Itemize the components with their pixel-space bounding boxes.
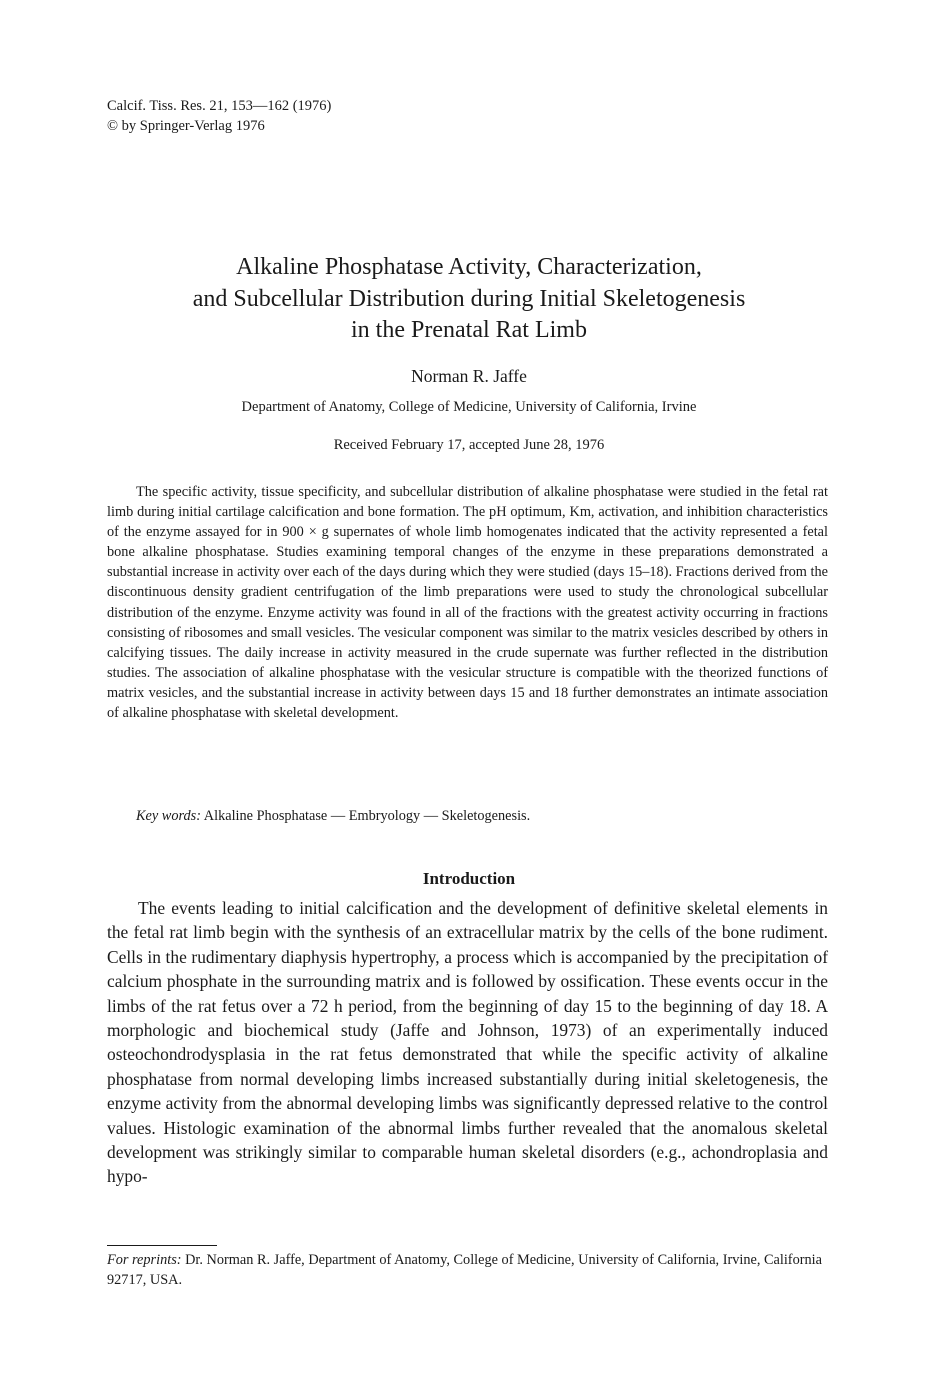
title-line-2: and Subcellular Distribution during Initial Skeletogenesis — [192, 285, 746, 312]
footnote-divider — [107, 1245, 217, 1246]
title-line-1: Alkaline Phosphatase Activity, Characterization, — [236, 254, 702, 280]
keywords — [136, 806, 530, 826]
introduction-heading: Introduction — [422, 869, 516, 888]
abstract-text: The specific activity, tissue specificity, and subcellular distribution of alkaline phosphatase were studied in the fetal rat limb during initial cartilage calcification and bone formation. The pH optimum, Km, activation, and inhibition characteristics of the enzyme assayed for in 900 × g supernates of whole limb homogenates indicated that the activity represented a fetal bone alkaline phosphatase. Studies examining temporal changes of the enzyme in these preparations demonstrated a substantial increase in activity over each of the days during which they were studied (days 15–18). Fractions derived from the discontinuous density gradient centrifugation of the limb preparations were used to study the chronological subcellular distribution of the enzyme. Enzyme activity was found in all of the fractions with the greatest activity occurring in fractions consisting of ribosomes and small vesicles. The vesicular component was similar to the matrix vesicles described by others in calcifying tissues. The daily increase in activity measured in the crude supernate was further reflected in the distribution studies. The association of alkaline phosphatase with the vesicular structure is compatible with the theorized functions of matrix vesicles, and the substantial increase in activity between days 15 and 18 further demonstrates an intimate association of alkaline phosphatase with skeletal development. — [107, 484, 828, 722]
title-line-3: in the Prenatal Rat Limb — [351, 317, 587, 343]
keywords-label: Key words: — [136, 808, 201, 824]
keywords-list: Alkaline Phosphatase — Embryology — Skeletogenesis. — [203, 808, 531, 824]
footnote-label: For reprints: — [107, 1252, 182, 1268]
introduction-text: The events leading to initial calcification and the development of definitive skeletal elements in the fetal rat limb begin with the synthesis of an extracellular matrix by the cells of the bone rudiment. Cells in the rudimentary diaphysis hypertrophy, a process which is accompanied by the precipitation of calcium phosphate in the surrounding matrix and is followed by ossification. These events occur in the limbs of the rat fetus over a 72 h period, from the beginning of day 15 to the beginning of day 18. A morphologic and biochemical study (Jaffe and Johnson, 1973) of an experimentally induced osteochondrodysplasia in the rat fetus demonstrated that while the specific activity of alkaline phosphatase from normal developing limbs increased substantially during initial skeletogenesis, the enzyme activity from the abnormal developing limbs was significantly depressed relative to the control values. Histologic examination of the abnormal limbs further revealed that the anomalous skeletal development was strikingly similar to comparable human skeletal disorders (e.g., achondroplasia and hypo- — [107, 898, 828, 1187]
footnote — [107, 1250, 828, 1290]
author-name: Norman R. Jaffe — [411, 366, 527, 386]
received-dates: Received February 17, accepted June 28, 1976 — [333, 437, 605, 453]
journal-citation: Calcif. Tiss. Res. 21, 153—162 (1976) — [107, 98, 332, 114]
journal-copyright: © by Springer-Verlag 1976 — [107, 118, 265, 134]
author-affiliation: Department of Anatomy, College of Medicine, University of California, Irvine — [241, 399, 697, 415]
article-title — [100, 252, 838, 347]
footnote-text: Dr. Norman R. Jaffe, Department of Anatomy, College of Medicine, University of California, Irvine, California 92717, USA. — [107, 1252, 822, 1288]
journal-info — [107, 96, 331, 136]
